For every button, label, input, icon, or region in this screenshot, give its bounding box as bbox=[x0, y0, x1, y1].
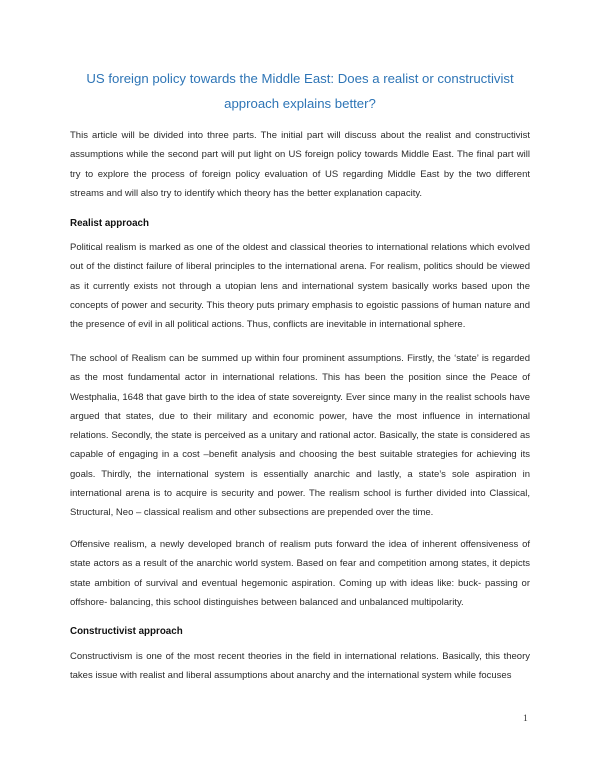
intro-paragraph: This article will be divided into three parts. The initial part will discuss about the realist and constructivist assumptions while the second part will put light on US foreign policy towards Middle East. The final part will try to explore the process of foreign policy evaluation of US regarding Middle East by the two different streams and will also try to identify which theory has the better explanation capacity. bbox=[70, 130, 530, 199]
document-title: US foreign policy towards the Middle East: Does a realist or constructivist approach explains better? bbox=[86, 71, 514, 111]
section-heading-realist: Realist approach bbox=[70, 218, 149, 229]
page-number: 1 bbox=[523, 714, 528, 724]
realist-paragraph-3: Offensive realism, a newly developed branch of realism puts forward the idea of inherent offensiveness of state actors as a result of the anarchic world system. Based on fear and competition among states, it depicts state ambition of survival and eventual hegemonic aspiration. Coming up with ideas like: buck- passing or offshore- balancing, this school distinguishes between balanced and unbalanced multipolarity. bbox=[70, 539, 530, 608]
realist-paragraph-2: The school of Realism can be summed up within four prominent assumptions. Firstly, the ‘state’ is regarded as the most fundamental actor in international relations. This has been the position since the Peace of Westphalia, 1648 that gave birth to the idea of state sovereignty. Ever since many in the realist schools have argued that states, due to their military and economic power, have the most influence in international relations. Secondly, the state is perceived as a unitary and rational actor. Basically, the state is considered as capable of engaging in a cost –benefit analysis and choosing the best suitable strategies for achieving its goals. Thirdly, the international system is essentially anarchic and lastly, a state’s sole aspiration in international arena is to acquire is security and power. The realism school is further divided into Classical, Structural, Neo – classical realism and other subsections are prepended over the time. bbox=[70, 353, 530, 519]
section-heading-constructivist: Constructivist approach bbox=[70, 626, 183, 637]
realist-paragraph-1: Political realism is marked as one of the oldest and classical theories to international relations which evolved out of the distinct failure of liberal principles to the international arena. For realism, politics should be viewed as it currently exists not through a utopian lens and international system basically works based upon the concepts of power and security. This theory puts primary emphasis to egoistic passions of human nature and the presence of evil in all political actions. Thus, conflicts are inevitable in international sphere. bbox=[70, 242, 530, 331]
constructivist-paragraph-1: Constructivism is one of the most recent theories in the field in international relations. Basically, this theory takes issue with realist and liberal assumptions about anarchy and the international system while focuses bbox=[70, 651, 530, 682]
